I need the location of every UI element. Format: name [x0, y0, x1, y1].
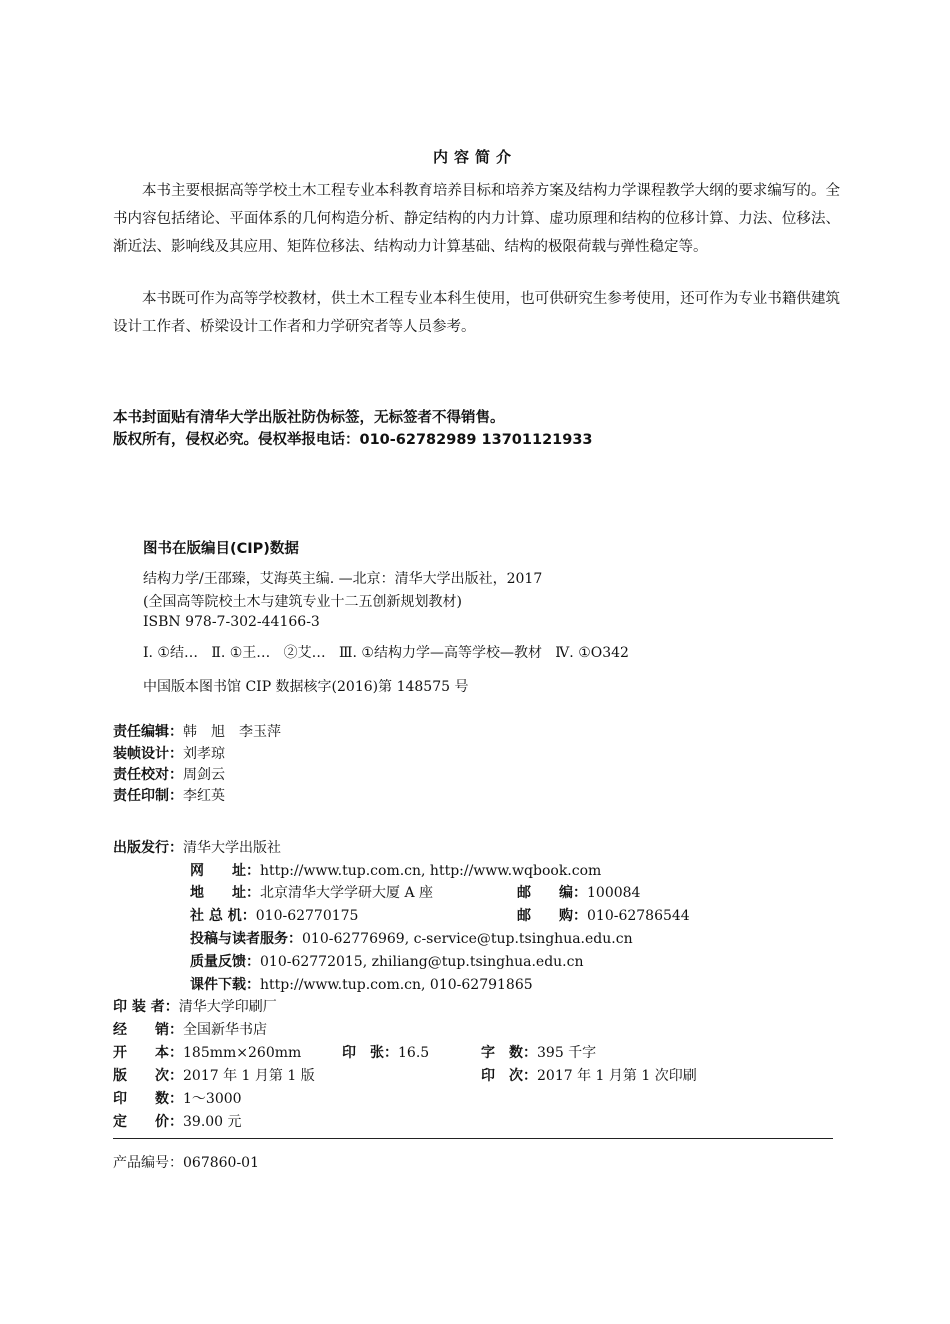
cip-isbn: ISBN 978-7-302-44166-3: [143, 614, 320, 630]
reader-service-label: 投稿与读者服务：: [190, 931, 302, 947]
print-label: 责任印制：: [113, 788, 183, 804]
publisher-label: 出版发行：: [113, 840, 183, 856]
quality-row: [190, 951, 583, 971]
words-value: 395 千字: [537, 1045, 597, 1061]
price-label: 定 价：: [113, 1114, 183, 1130]
edition-label: 版 次：: [113, 1068, 183, 1084]
edition-row: [113, 1065, 315, 1085]
format-label: 开 本：: [113, 1045, 183, 1061]
copies-row: [113, 1088, 242, 1108]
product-code-value: 067860-01: [183, 1155, 259, 1171]
zip-row: [517, 882, 640, 902]
printer-value: 清华大学印刷厂: [178, 999, 277, 1015]
design-value: 刘孝琼: [183, 746, 225, 762]
phone-label: 社 总 机：: [190, 908, 256, 924]
address-label: 地 址：: [190, 885, 260, 901]
editor-label: 责任编辑：: [113, 724, 183, 740]
product-code-label: 产品编号：: [113, 1155, 183, 1171]
summary-paragraph: 本书既可作为高等学校教材，供土木工程专业本科生使用，也可供研究生参考使用，还可作为专业书籍供建筑设计工作者、桥梁设计工作者和力学研究者等人员参考。: [113, 291, 840, 335]
download-label: 课件下载：: [190, 977, 260, 993]
cip-line: 结构力学/王邵臻，艾海英主编. —北京：清华大学出版社，2017: [143, 571, 543, 587]
cip-record-number: 中国版本图书馆 CIP 数据核字(2016)第 148575 号: [143, 679, 469, 695]
design-row: [113, 743, 225, 763]
sheets-value: 16.5: [398, 1045, 430, 1061]
format-row: [113, 1042, 301, 1062]
cip-classification: Ⅰ. ①结… Ⅱ. ①王… ②艾… Ⅲ. ①结构力学—高等学校—教材 Ⅳ. ①O342: [143, 645, 629, 661]
address-row: [190, 882, 433, 902]
cip-heading: 图书在版编目(CIP)数据: [143, 541, 299, 557]
words-row: [481, 1042, 596, 1062]
summary-paragraph: 本书主要根据高等学校土木工程专业本科教育培养目标和培养方案及结构力学课程教学大纲的要求编写的。全书内容包括绪论、平面体系的几何构造分析、静定结构的内力计算、虚功原理和结构的位移计算、力法、位移法、渐近法、影响线及其应用、矩阵位移法、结构动力计算基础、结构的极限荷载与弹性稳定等。: [113, 183, 840, 255]
publisher-row: [113, 837, 281, 857]
proof-value: 周剑云: [183, 767, 225, 783]
reader-service-row: [190, 928, 633, 948]
price-row: [113, 1111, 242, 1131]
reader-service-value: 010-62776969, c-service@tup.tsinghua.edu.cn: [302, 931, 633, 947]
copies-value: 1～3000: [183, 1091, 242, 1107]
phone-row: [190, 905, 358, 925]
anti-counterfeit-notice: 本书封面贴有清华大学出版社防伪标签，无标签者不得销售。: [113, 410, 505, 426]
design-label: 装帧设计：: [113, 746, 183, 762]
divider: [113, 1138, 833, 1139]
mail-order-label: 邮 购：: [517, 908, 587, 924]
mail-order-row: [517, 905, 690, 925]
publisher-value: 清华大学出版社: [183, 840, 281, 856]
sheets-row: [342, 1042, 429, 1062]
zip-value: 100084: [587, 885, 641, 901]
download-row: [190, 974, 533, 994]
editor-value: 韩 旭 李玉萍: [183, 724, 281, 740]
print-value: 李红英: [183, 788, 225, 804]
phone-value: 010-62770175: [255, 908, 359, 924]
edition-value: 2017 年 1 月第 1 版: [183, 1068, 315, 1084]
format-value: 185mm×260mm: [183, 1045, 302, 1061]
price-value: 39.00 元: [183, 1114, 242, 1130]
quality-label: 质量反馈：: [190, 954, 260, 970]
web-row: [190, 860, 601, 880]
print-row: [113, 785, 225, 805]
distributor-label: 经 销：: [113, 1022, 183, 1038]
quality-value: 010-62772015, zhiliang@tup.tsinghua.edu.cn: [260, 954, 584, 970]
address-value: 北京清华大学学研大厦 A 座: [260, 885, 434, 901]
cip-line: (全国高等院校土木与建筑专业十二五创新规划教材): [143, 594, 462, 610]
product-code-row: [113, 1152, 259, 1172]
printing-value: 2017 年 1 月第 1 次印刷: [537, 1068, 697, 1084]
summary-title: 内容简介: [432, 148, 517, 166]
proof-label: 责任校对：: [113, 767, 183, 783]
web-value: http://www.tup.com.cn, http://www.wqbook.com: [260, 863, 602, 879]
web-label: 网 址：: [190, 863, 260, 879]
proof-row: [113, 764, 225, 784]
copyright-notice: 版权所有，侵权必究。侵权举报电话：010-62782989 13701121933: [113, 432, 593, 448]
distributor-row: [113, 1019, 267, 1039]
editor-row: [113, 721, 281, 741]
printer-row: [113, 996, 277, 1016]
sheets-label: 印 张：: [342, 1045, 398, 1061]
copies-label: 印 数：: [113, 1091, 183, 1107]
mail-order-value: 010-62786544: [587, 908, 690, 924]
printer-label: 印 装 者：: [113, 999, 179, 1015]
distributor-value: 全国新华书店: [183, 1022, 267, 1038]
words-label: 字 数：: [481, 1045, 537, 1061]
printing-label: 印 次：: [481, 1068, 537, 1084]
download-value: http://www.tup.com.cn, 010-62791865: [260, 977, 533, 993]
printing-row: [481, 1065, 697, 1085]
zip-label: 邮 编：: [517, 885, 587, 901]
